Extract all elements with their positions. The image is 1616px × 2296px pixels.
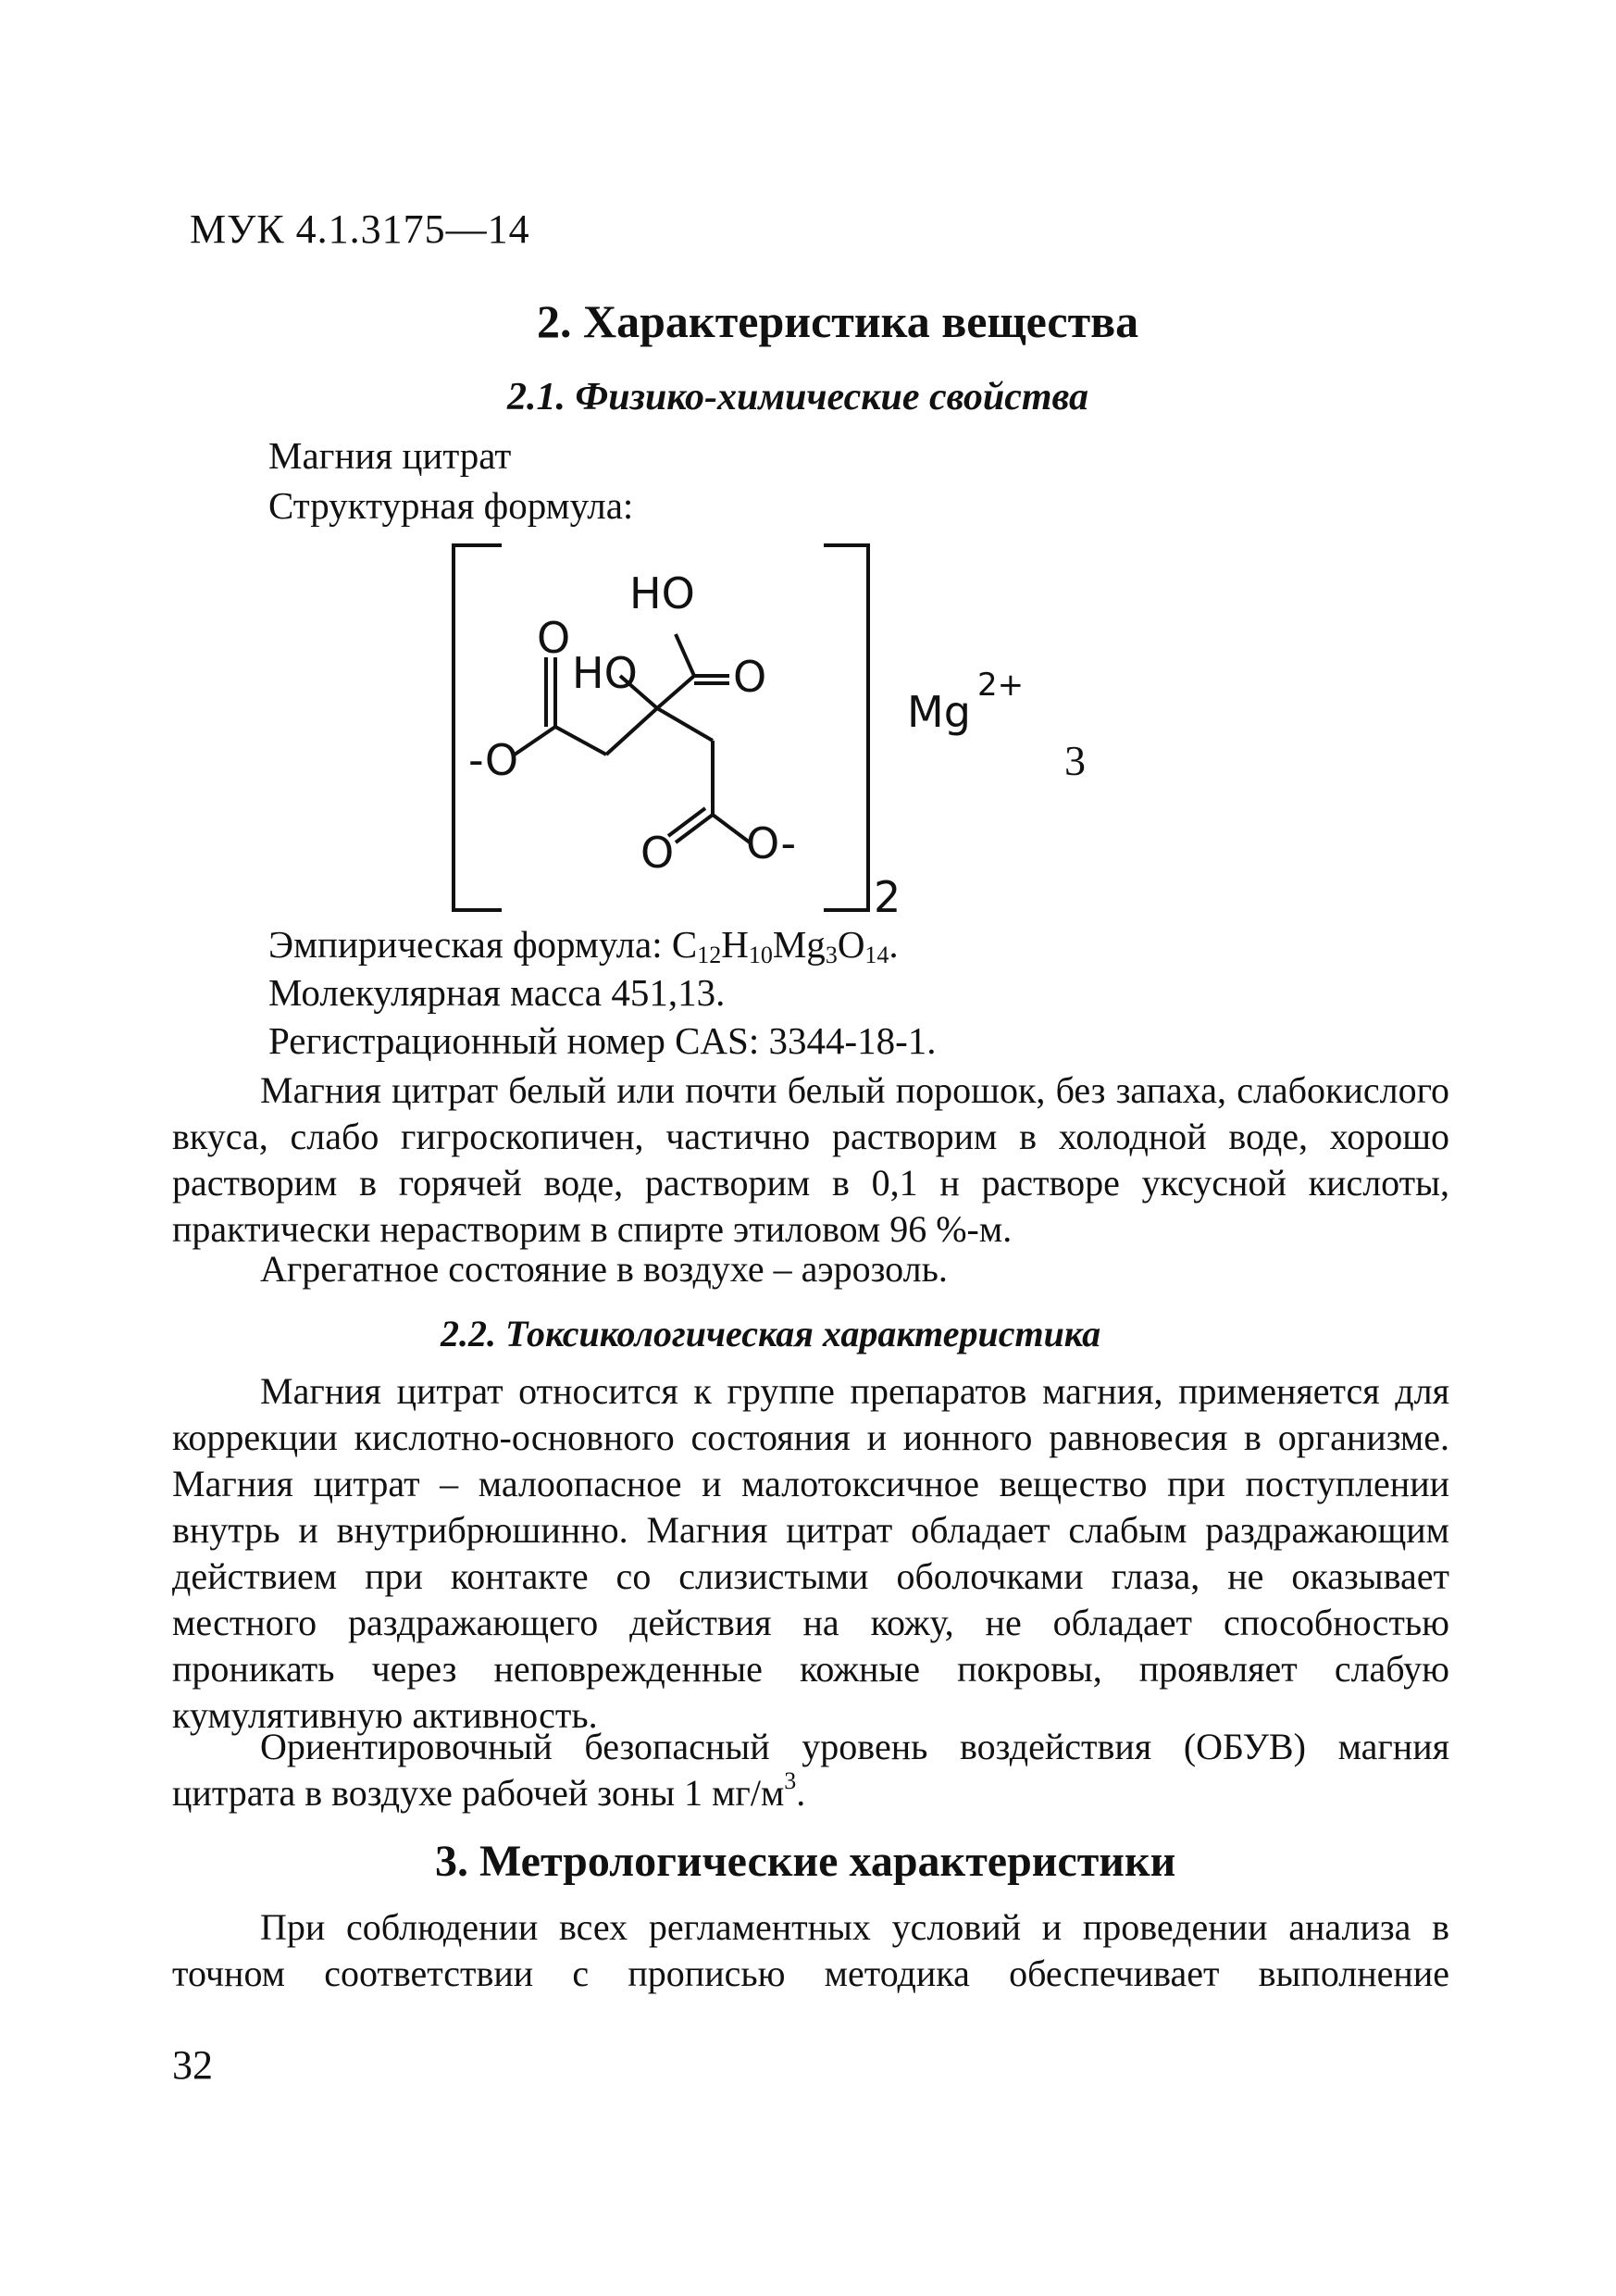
formula-metal: Mg xyxy=(907,687,971,737)
cas-number: Регистрационный номер CAS: 3344-18-1. xyxy=(268,1019,937,1062)
obuv-paragraph: Ориентировочный безопасный уровень воздействия (ОБУВ) магния цитрата в воздухе рабочей зоны 1 $мг/м^3$. xyxy=(172,1726,1449,1814)
aggregate-state: Агрегатное состояние в воздухе – аэрозоль. xyxy=(260,1248,948,1290)
right-bracket xyxy=(824,545,868,910)
formula-label-o-minus-bottom: O- xyxy=(746,818,797,868)
formula-label-ho-mid: HO xyxy=(572,648,638,698)
metrology-paragraph: При соблюдении всех регламентных условий и проведении анализа в точном соответствии с прописью методика обеспечивает выполнение xyxy=(172,1906,1449,1994)
section-2-title: 2. Характеристика вещества xyxy=(537,295,1139,347)
subsection-2-1-title: 2.1. Физико-химические свойства xyxy=(507,376,1089,418)
formula-bracket-subscript: 2 xyxy=(874,872,901,921)
formula-label-o-bottom: O xyxy=(640,828,675,878)
formula-label-o-minus-left: -O xyxy=(468,735,519,785)
formula-label-o-right: O xyxy=(733,652,767,702)
substance-name: Магния цитрат xyxy=(268,434,512,477)
substance-description: Магния цитрат белый или почти белый порошок, без запаха, слабокислого вкуса, слабо гигроскопичен, частично растворим в холодной воде, хорошо растворим в горячей воде, растворим в 0,1 н растворе уксусной кислоты, практически нерастворим в спирте этиловом 96 %-м. xyxy=(172,1069,1449,1250)
structural-formula xyxy=(435,532,1138,921)
toxicology-paragraph: Магния цитрат относится к группе препаратов магния, применяется для коррекции кислотно-основного состояния и ионного равновесия в организме. Магния цитрат – малоопасное и малотоксичное вещество при поступлении внутрь и внутрибрюшинно. Магния цитрат обладает слабым раздражающим действием при контакте со слизистыми оболочками глаза, не оказывает местного раздражающего действия на кожу, не обладает способностью проникать через неповрежденные кожные покровы, проявляет слабую кумулятивную активность. xyxy=(172,1370,1449,1736)
formula-charge: 2+ xyxy=(977,667,1025,704)
subsection-2-2-title: 2.2. Токсикологическая характеристика xyxy=(441,1313,1101,1354)
document-code: МУК 4.1.3175—14 xyxy=(190,206,530,252)
section-3-title: 3. Метрологические характеристики xyxy=(435,1837,1176,1886)
structural-formula-label: Структурная формула: xyxy=(268,484,634,527)
formula-metal-count: 3 xyxy=(1064,737,1086,784)
left-bracket xyxy=(454,545,502,910)
molecular-mass: Молекулярная масса 451,13. xyxy=(268,971,726,1014)
formula-label-ho-top: HO xyxy=(629,568,695,618)
empirical-formula: Эмпирическая формула: $C_{12}H_{10}Mg_3O_{14}$. xyxy=(268,923,899,968)
formula-label-o-left: O xyxy=(537,613,571,663)
page-number: 32 xyxy=(172,2042,213,2088)
